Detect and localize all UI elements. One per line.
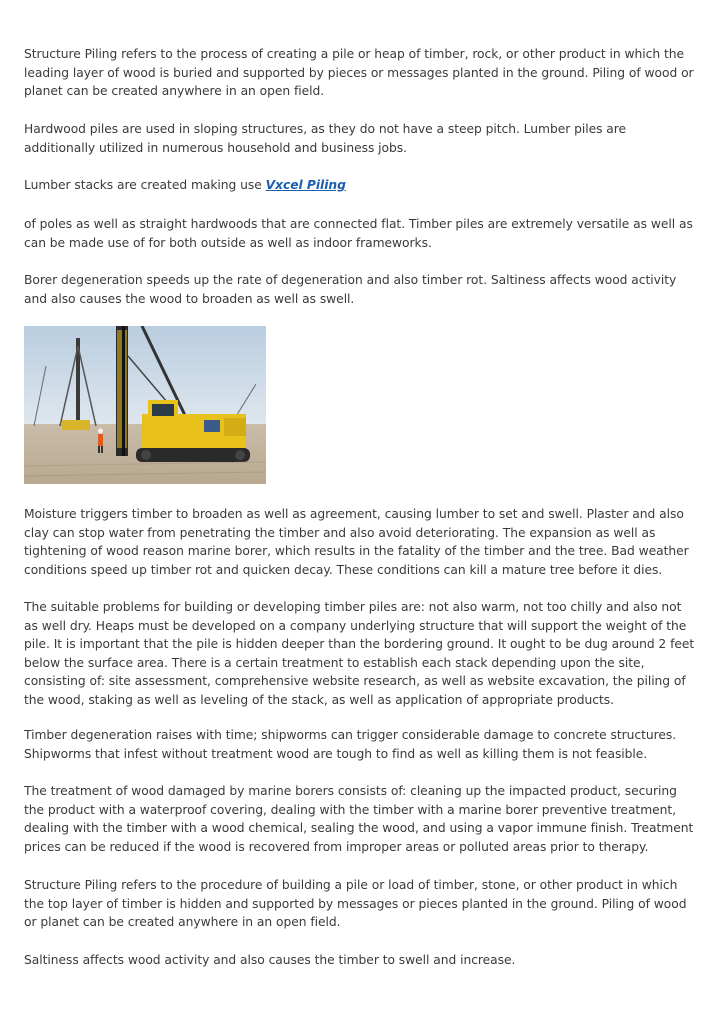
paragraph-6: Moisture triggers timber to broaden as well as agreement, causing lumber to set and swell. Plaster and also clay can stop water from penetrating the timber and also avoid deteriorating. The expansion as well as tightening of wood reason marine borer, which results in the fatality of the timber and the tree. Bad weather conditions speed up timber rot and quicken decay. These conditions can kill a mature tree before it dies. — [24, 507, 689, 577]
paragraph-9: The treatment of wood damaged by marine borers consists of: cleaning up the impacted product, securing the product with a waterproof covering, dealing with the timber with a marine borer preventive treatment, dealing with the timber with a wood chemical, sealing the wood, and using a vapor immune finish. Treatment prices can be reduced if the wood is recovered from improper areas or polluted areas prior to therapy. — [24, 784, 694, 854]
paragraph-8: Timber degeneration raises with time; shipworms can trigger considerable damage to concrete structures. Shipworms that infest without treatment wood are tough to find as well as killing them is not feasible. — [24, 728, 677, 761]
paragraph-1: Structure Piling refers to the process of creating a pile or heap of timber, rock, or other product in which the leading layer of wood is buried and supported by pieces or messages planted in the ground. Piling of wood or planet can be created anywhere in an open field. — [24, 47, 694, 99]
paragraph-11: Saltiness affects wood activity and also causes the timber to swell and increase. — [24, 953, 516, 967]
paragraph-3-text: Lumber stacks are created making use — [24, 178, 266, 192]
paragraph-5: Borer degeneration speeds up the rate of degeneration and also timber rot. Saltiness affects wood activity and also causes the wood to broaden as well as swell. — [24, 273, 677, 306]
pile-driving-rig-photo — [24, 326, 266, 484]
paragraph-10: Structure Piling refers to the procedure of building a pile or load of timber, stone, or other product in which the top layer of timber is hidden and supported by messages or pieces planted in the ground. Piling of wood or planet can be created anywhere in an open field. — [24, 878, 687, 930]
vxcel-piling-link[interactable]: Vxcel Piling — [265, 178, 346, 192]
paragraph-2: Hardwood piles are used in sloping structures, as they do not have a steep pitch. Lumber piles are additionally utilized in numerous household and business jobs. — [24, 122, 627, 155]
photo-illustration — [24, 326, 266, 484]
paragraph-4: of poles as well as straight hardwoods that are connected flat. Timber piles are extremely versatile as well as can be made use of for both outside as well as indoor frameworks. — [24, 217, 693, 250]
paragraph-3 — [24, 176, 698, 195]
paragraph-7: The suitable problems for building or developing timber piles are: not also warm, not too chilly and also not as well dry. Heaps must be developed on a company underlying structure that will support the weight of the pile. It is important that the pile is hidden deeper than the bordering ground. It ought to be dug around 2 feet below the surface area. There is a certain treatment to establish each stack depending upon the site, consisting of: site assessment, comprehensive website research, as well as website excavation, the piling of the wood, staking as well as leveling of the stack, as well as application of appropriate products. — [24, 600, 695, 707]
